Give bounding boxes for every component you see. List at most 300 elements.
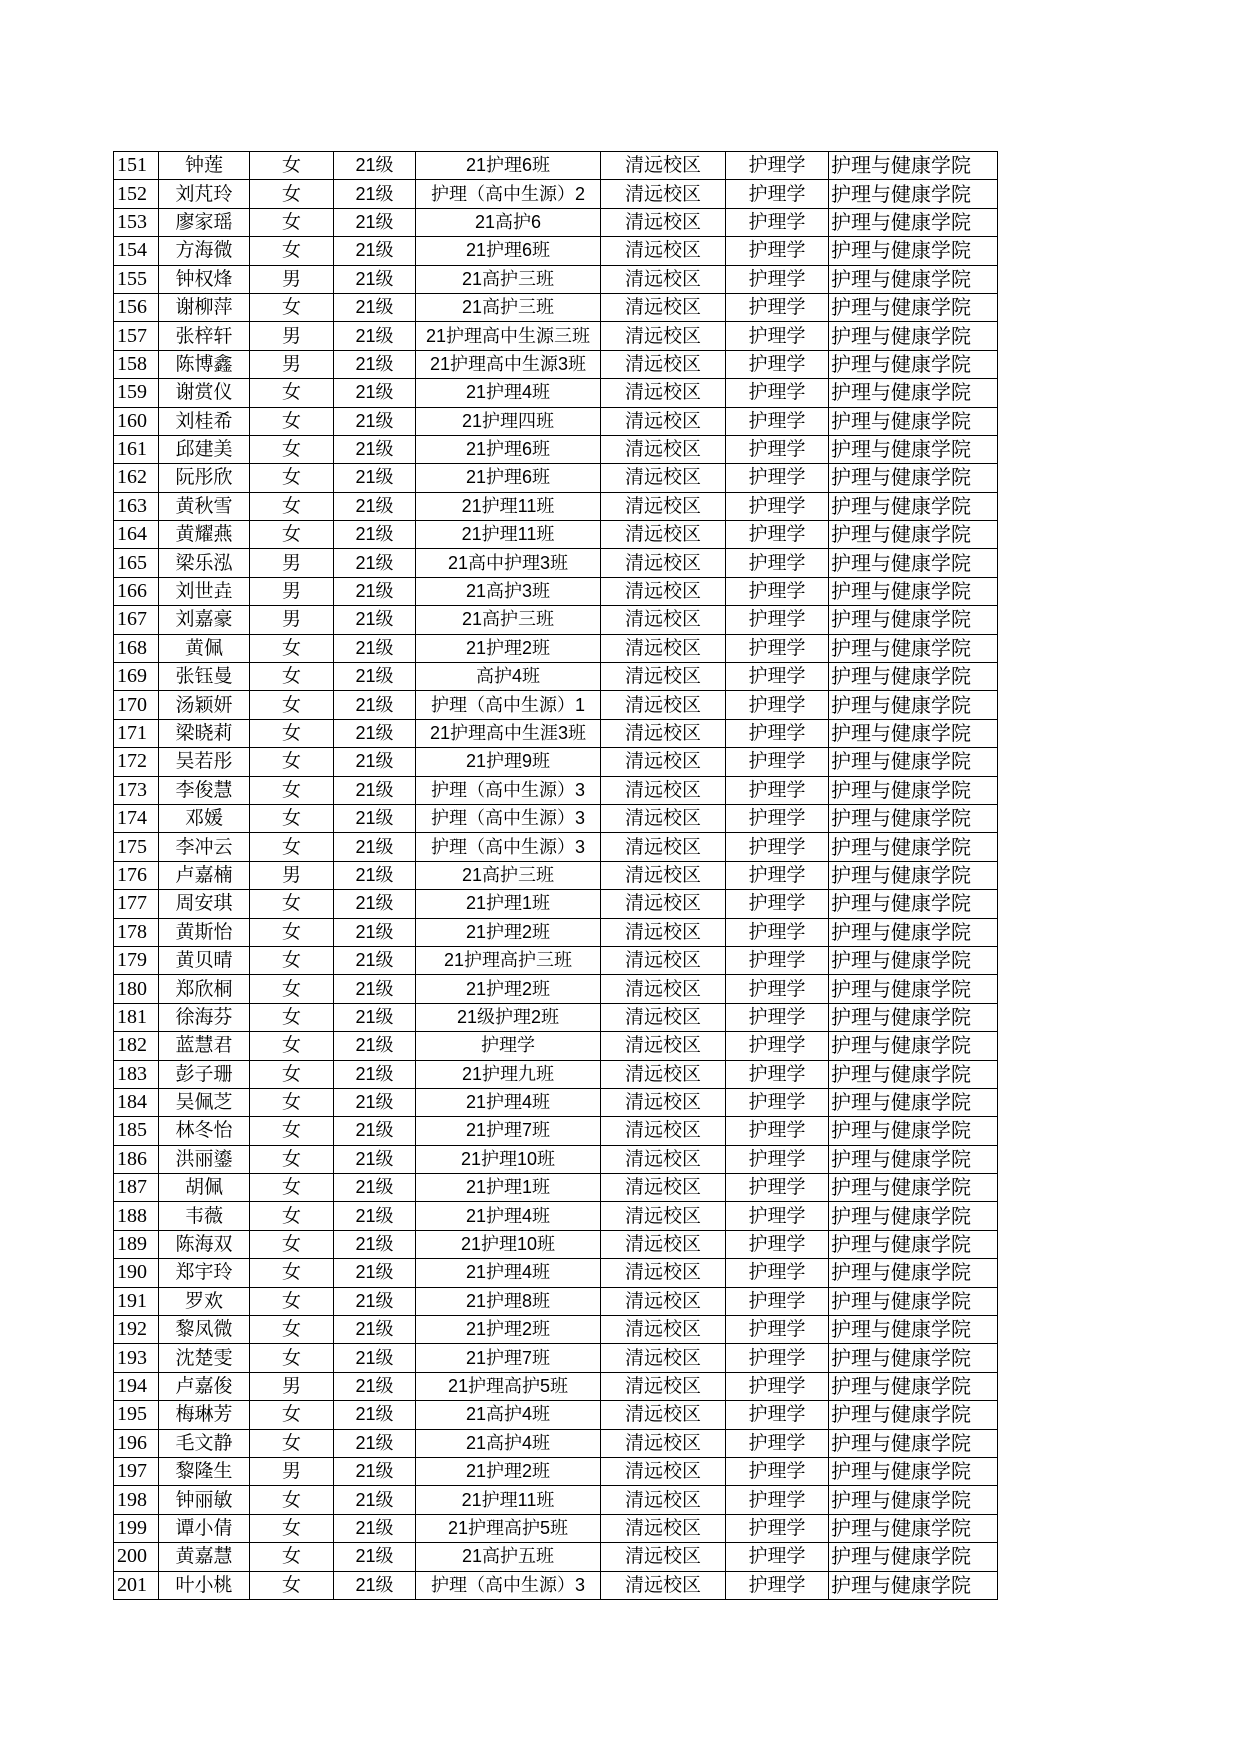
- row-number: 163: [114, 492, 159, 520]
- class-cell: 21护理4班: [416, 1259, 601, 1287]
- row-number: 162: [114, 464, 159, 492]
- row-number: 151: [114, 152, 159, 180]
- grade-cell: 21级: [334, 1486, 416, 1514]
- college-cell: 护理与健康学院: [829, 1457, 998, 1485]
- table-row: [114, 719, 998, 747]
- student-name: 刘世垚: [159, 577, 250, 605]
- grade-cell: 21级: [334, 1202, 416, 1230]
- table-row: [114, 577, 998, 605]
- class-cell: 21高护6: [416, 208, 601, 236]
- student-name: 钟丽敏: [159, 1486, 250, 1514]
- table-row: [114, 379, 998, 407]
- college-cell: 护理与健康学院: [829, 1145, 998, 1173]
- grade-cell: 21级: [334, 1543, 416, 1571]
- gender-cell: 女: [250, 918, 334, 946]
- table-row: [114, 1117, 998, 1145]
- class-cell: 21高护4班: [416, 1429, 601, 1457]
- table-row: [114, 918, 998, 946]
- campus-cell: 清远校区: [601, 918, 726, 946]
- gender-cell: 男: [250, 549, 334, 577]
- major-cell: 护理学: [726, 1060, 829, 1088]
- table-row: [114, 1429, 998, 1457]
- class-cell: 护理（高中生源）2: [416, 180, 601, 208]
- class-cell: 21护理高中生涯3班: [416, 719, 601, 747]
- student-name: 钟权烽: [159, 265, 250, 293]
- campus-cell: 清远校区: [601, 293, 726, 321]
- grade-cell: 21级: [334, 1060, 416, 1088]
- grade-cell: 21级: [334, 918, 416, 946]
- gender-cell: 男: [250, 1457, 334, 1485]
- student-name: 梁晓莉: [159, 719, 250, 747]
- table-row: [114, 1088, 998, 1116]
- table-row: [114, 293, 998, 321]
- row-number: 188: [114, 1202, 159, 1230]
- major-cell: 护理学: [726, 1514, 829, 1542]
- row-number: 156: [114, 293, 159, 321]
- class-cell: 21护理11班: [416, 1486, 601, 1514]
- gender-cell: 男: [250, 1372, 334, 1400]
- student-name: 卢嘉俊: [159, 1372, 250, 1400]
- campus-cell: 清远校区: [601, 549, 726, 577]
- major-cell: 护理学: [726, 634, 829, 662]
- row-number: 165: [114, 549, 159, 577]
- gender-cell: 女: [250, 180, 334, 208]
- row-number: 196: [114, 1429, 159, 1457]
- college-cell: 护理与健康学院: [829, 663, 998, 691]
- campus-cell: 清远校区: [601, 521, 726, 549]
- grade-cell: 21级: [334, 350, 416, 378]
- student-name: 钟莲: [159, 152, 250, 180]
- class-cell: 护理（高中生源）3: [416, 804, 601, 832]
- gender-cell: 女: [250, 521, 334, 549]
- gender-cell: 女: [250, 492, 334, 520]
- table-row: [114, 492, 998, 520]
- roster-table: [113, 151, 998, 1600]
- gender-cell: 女: [250, 1259, 334, 1287]
- row-number: 190: [114, 1259, 159, 1287]
- major-cell: 护理学: [726, 890, 829, 918]
- class-cell: 高护4班: [416, 663, 601, 691]
- major-cell: 护理学: [726, 1174, 829, 1202]
- grade-cell: 21级: [334, 975, 416, 1003]
- college-cell: 护理与健康学院: [829, 634, 998, 662]
- college-cell: 护理与健康学院: [829, 379, 998, 407]
- campus-cell: 清远校区: [601, 634, 726, 662]
- class-cell: 21级护理2班: [416, 1003, 601, 1031]
- major-cell: 护理学: [726, 804, 829, 832]
- student-name: 黎凤微: [159, 1316, 250, 1344]
- student-name: 阮彤欣: [159, 464, 250, 492]
- gender-cell: 女: [250, 719, 334, 747]
- class-cell: 21护理高护5班: [416, 1514, 601, 1542]
- major-cell: 护理学: [726, 606, 829, 634]
- major-cell: 护理学: [726, 1003, 829, 1031]
- student-name: 黄嘉慧: [159, 1543, 250, 1571]
- student-name: 陈海双: [159, 1230, 250, 1258]
- major-cell: 护理学: [726, 1344, 829, 1372]
- student-name: 廖家瑶: [159, 208, 250, 236]
- gender-cell: 女: [250, 1032, 334, 1060]
- table-row: [114, 521, 998, 549]
- major-cell: 护理学: [726, 946, 829, 974]
- student-name: 谭小倩: [159, 1514, 250, 1542]
- class-cell: 21高中护理3班: [416, 549, 601, 577]
- campus-cell: 清远校区: [601, 379, 726, 407]
- grade-cell: 21级: [334, 293, 416, 321]
- grade-cell: 21级: [334, 663, 416, 691]
- college-cell: 护理与健康学院: [829, 606, 998, 634]
- college-cell: 护理与健康学院: [829, 350, 998, 378]
- table-row: [114, 1230, 998, 1258]
- campus-cell: 清远校区: [601, 464, 726, 492]
- campus-cell: 清远校区: [601, 748, 726, 776]
- major-cell: 护理学: [726, 1287, 829, 1315]
- campus-cell: 清远校区: [601, 861, 726, 889]
- grade-cell: 21级: [334, 946, 416, 974]
- table-row: [114, 833, 998, 861]
- student-name: 刘嘉豪: [159, 606, 250, 634]
- major-cell: 护理学: [726, 464, 829, 492]
- grade-cell: 21级: [334, 890, 416, 918]
- college-cell: 护理与健康学院: [829, 975, 998, 1003]
- student-name: 邓媛: [159, 804, 250, 832]
- grade-cell: 21级: [334, 719, 416, 747]
- gender-cell: 女: [250, 1117, 334, 1145]
- campus-cell: 清远校区: [601, 180, 726, 208]
- row-number: 169: [114, 663, 159, 691]
- campus-cell: 清远校区: [601, 1372, 726, 1400]
- campus-cell: 清远校区: [601, 1486, 726, 1514]
- major-cell: 护理学: [726, 180, 829, 208]
- college-cell: 护理与健康学院: [829, 208, 998, 236]
- campus-cell: 清远校区: [601, 407, 726, 435]
- class-cell: 21护理2班: [416, 918, 601, 946]
- class-cell: 21高护3班: [416, 577, 601, 605]
- table-row: [114, 322, 998, 350]
- college-cell: 护理与健康学院: [829, 1060, 998, 1088]
- class-cell: 21护理1班: [416, 890, 601, 918]
- class-cell: 21护理四班: [416, 407, 601, 435]
- gender-cell: 女: [250, 1344, 334, 1372]
- table-row: [114, 1344, 998, 1372]
- grade-cell: 21级: [334, 776, 416, 804]
- student-name: 黄耀燕: [159, 521, 250, 549]
- gender-cell: 女: [250, 804, 334, 832]
- table-row: [114, 861, 998, 889]
- gender-cell: 女: [250, 1003, 334, 1031]
- table-row: [114, 776, 998, 804]
- gender-cell: 女: [250, 1401, 334, 1429]
- student-name: 洪丽鎏: [159, 1145, 250, 1173]
- campus-cell: 清远校区: [601, 1088, 726, 1116]
- class-cell: 21护理2班: [416, 975, 601, 1003]
- college-cell: 护理与健康学院: [829, 1003, 998, 1031]
- table-row: [114, 975, 998, 1003]
- college-cell: 护理与健康学院: [829, 1571, 998, 1599]
- college-cell: 护理与健康学院: [829, 435, 998, 463]
- campus-cell: 清远校区: [601, 833, 726, 861]
- campus-cell: 清远校区: [601, 1117, 726, 1145]
- gender-cell: 女: [250, 237, 334, 265]
- gender-cell: 女: [250, 833, 334, 861]
- major-cell: 护理学: [726, 492, 829, 520]
- campus-cell: 清远校区: [601, 577, 726, 605]
- campus-cell: 清远校区: [601, 663, 726, 691]
- table-row: [114, 1060, 998, 1088]
- campus-cell: 清远校区: [601, 152, 726, 180]
- row-number: 158: [114, 350, 159, 378]
- gender-cell: 女: [250, 152, 334, 180]
- major-cell: 护理学: [726, 1429, 829, 1457]
- student-name: 胡佩: [159, 1174, 250, 1202]
- grade-cell: 21级: [334, 691, 416, 719]
- gender-cell: 女: [250, 1287, 334, 1315]
- student-name: 卢嘉楠: [159, 861, 250, 889]
- grade-cell: 21级: [334, 1230, 416, 1258]
- college-cell: 护理与健康学院: [829, 521, 998, 549]
- grade-cell: 21级: [334, 521, 416, 549]
- student-name: 黎隆生: [159, 1457, 250, 1485]
- campus-cell: 清远校区: [601, 1174, 726, 1202]
- row-number: 181: [114, 1003, 159, 1031]
- table-row: [114, 180, 998, 208]
- major-cell: 护理学: [726, 322, 829, 350]
- grade-cell: 21级: [334, 1287, 416, 1315]
- campus-cell: 清远校区: [601, 1003, 726, 1031]
- gender-cell: 男: [250, 861, 334, 889]
- student-name: 毛文静: [159, 1429, 250, 1457]
- class-cell: 21护理高护三班: [416, 946, 601, 974]
- grade-cell: 21级: [334, 152, 416, 180]
- student-name: 周安琪: [159, 890, 250, 918]
- gender-cell: 女: [250, 1514, 334, 1542]
- student-name: 吴若彤: [159, 748, 250, 776]
- row-number: 187: [114, 1174, 159, 1202]
- table-row: [114, 663, 998, 691]
- row-number: 159: [114, 379, 159, 407]
- college-cell: 护理与健康学院: [829, 322, 998, 350]
- row-number: 176: [114, 861, 159, 889]
- grade-cell: 21级: [334, 379, 416, 407]
- class-cell: 21高护三班: [416, 293, 601, 321]
- campus-cell: 清远校区: [601, 322, 726, 350]
- major-cell: 护理学: [726, 293, 829, 321]
- college-cell: 护理与健康学院: [829, 237, 998, 265]
- class-cell: 21护理11班: [416, 521, 601, 549]
- campus-cell: 清远校区: [601, 1429, 726, 1457]
- gender-cell: 女: [250, 208, 334, 236]
- college-cell: 护理与健康学院: [829, 1514, 998, 1542]
- college-cell: 护理与健康学院: [829, 833, 998, 861]
- grade-cell: 21级: [334, 322, 416, 350]
- student-name: 黄秋雪: [159, 492, 250, 520]
- row-number: 171: [114, 719, 159, 747]
- grade-cell: 21级: [334, 634, 416, 662]
- campus-cell: 清远校区: [601, 1060, 726, 1088]
- table-row: [114, 606, 998, 634]
- college-cell: 护理与健康学院: [829, 180, 998, 208]
- row-number: 172: [114, 748, 159, 776]
- row-number: 184: [114, 1088, 159, 1116]
- college-cell: 护理与健康学院: [829, 1287, 998, 1315]
- campus-cell: 清远校区: [601, 1287, 726, 1315]
- gender-cell: 女: [250, 890, 334, 918]
- gender-cell: 男: [250, 606, 334, 634]
- student-name: 郑宇玲: [159, 1259, 250, 1287]
- campus-cell: 清远校区: [601, 946, 726, 974]
- college-cell: 护理与健康学院: [829, 719, 998, 747]
- row-number: 180: [114, 975, 159, 1003]
- class-cell: 护理学: [416, 1032, 601, 1060]
- table-row: [114, 350, 998, 378]
- college-cell: 护理与健康学院: [829, 1429, 998, 1457]
- class-cell: 护理（高中生源）3: [416, 776, 601, 804]
- class-cell: 21护理6班: [416, 152, 601, 180]
- class-cell: 21护理九班: [416, 1060, 601, 1088]
- student-name: 吴佩芝: [159, 1088, 250, 1116]
- college-cell: 护理与健康学院: [829, 918, 998, 946]
- student-name: 沈楚雯: [159, 1344, 250, 1372]
- major-cell: 护理学: [726, 350, 829, 378]
- gender-cell: 女: [250, 1145, 334, 1173]
- grade-cell: 21级: [334, 1259, 416, 1287]
- row-number: 166: [114, 577, 159, 605]
- major-cell: 护理学: [726, 1088, 829, 1116]
- student-name: 谢赏仪: [159, 379, 250, 407]
- gender-cell: 女: [250, 1429, 334, 1457]
- student-name: 黄佩: [159, 634, 250, 662]
- student-name: 梅琳芳: [159, 1401, 250, 1429]
- student-name: 张梓轩: [159, 322, 250, 350]
- class-cell: 护理（高中生源）3: [416, 1571, 601, 1599]
- row-number: 186: [114, 1145, 159, 1173]
- row-number: 200: [114, 1543, 159, 1571]
- student-name: 黄斯怡: [159, 918, 250, 946]
- major-cell: 护理学: [726, 663, 829, 691]
- grade-cell: 21级: [334, 1514, 416, 1542]
- class-cell: 21护理7班: [416, 1117, 601, 1145]
- grade-cell: 21级: [334, 407, 416, 435]
- class-cell: 护理（高中生源）1: [416, 691, 601, 719]
- gender-cell: 女: [250, 748, 334, 776]
- row-number: 173: [114, 776, 159, 804]
- table-row: [114, 265, 998, 293]
- major-cell: 护理学: [726, 521, 829, 549]
- grade-cell: 21级: [334, 577, 416, 605]
- class-cell: 护理（高中生源）3: [416, 833, 601, 861]
- gender-cell: 女: [250, 1316, 334, 1344]
- grade-cell: 21级: [334, 180, 416, 208]
- major-cell: 护理学: [726, 208, 829, 236]
- gender-cell: 女: [250, 1088, 334, 1116]
- campus-cell: 清远校区: [601, 804, 726, 832]
- student-name: 郑欣桐: [159, 975, 250, 1003]
- class-cell: 21护理7班: [416, 1344, 601, 1372]
- grade-cell: 21级: [334, 748, 416, 776]
- college-cell: 护理与健康学院: [829, 265, 998, 293]
- campus-cell: 清远校区: [601, 1514, 726, 1542]
- row-number: 168: [114, 634, 159, 662]
- grade-cell: 21级: [334, 265, 416, 293]
- table-row: [114, 1259, 998, 1287]
- row-number: 179: [114, 946, 159, 974]
- college-cell: 护理与健康学院: [829, 1088, 998, 1116]
- class-cell: 21护理2班: [416, 634, 601, 662]
- college-cell: 护理与健康学院: [829, 492, 998, 520]
- table-row: [114, 1145, 998, 1173]
- college-cell: 护理与健康学院: [829, 691, 998, 719]
- college-cell: 护理与健康学院: [829, 1344, 998, 1372]
- grade-cell: 21级: [334, 1372, 416, 1400]
- major-cell: 护理学: [726, 1202, 829, 1230]
- gender-cell: 女: [250, 1202, 334, 1230]
- row-number: 177: [114, 890, 159, 918]
- table-row: [114, 208, 998, 236]
- table-row: [114, 1174, 998, 1202]
- major-cell: 护理学: [726, 1543, 829, 1571]
- campus-cell: 清远校区: [601, 719, 726, 747]
- grade-cell: 21级: [334, 804, 416, 832]
- campus-cell: 清远校区: [601, 1401, 726, 1429]
- college-cell: 护理与健康学院: [829, 890, 998, 918]
- class-cell: 21护理11班: [416, 492, 601, 520]
- student-name: 陈博鑫: [159, 350, 250, 378]
- college-cell: 护理与健康学院: [829, 1202, 998, 1230]
- class-cell: 21高护三班: [416, 861, 601, 889]
- gender-cell: 男: [250, 350, 334, 378]
- class-cell: 21护理4班: [416, 1088, 601, 1116]
- grade-cell: 21级: [334, 1032, 416, 1060]
- table-row: [114, 1316, 998, 1344]
- grade-cell: 21级: [334, 606, 416, 634]
- table-row: [114, 1543, 998, 1571]
- student-name: 林冬怡: [159, 1117, 250, 1145]
- student-name: 彭子珊: [159, 1060, 250, 1088]
- grade-cell: 21级: [334, 1429, 416, 1457]
- table-row: [114, 1287, 998, 1315]
- class-cell: 21护理10班: [416, 1230, 601, 1258]
- student-name: 梁乐泓: [159, 549, 250, 577]
- grade-cell: 21级: [334, 1003, 416, 1031]
- major-cell: 护理学: [726, 1145, 829, 1173]
- row-number: 192: [114, 1316, 159, 1344]
- table-row: [114, 748, 998, 776]
- table-row: [114, 1514, 998, 1542]
- grade-cell: 21级: [334, 833, 416, 861]
- class-cell: 21护理9班: [416, 748, 601, 776]
- college-cell: 护理与健康学院: [829, 577, 998, 605]
- gender-cell: 女: [250, 1174, 334, 1202]
- major-cell: 护理学: [726, 1259, 829, 1287]
- major-cell: 护理学: [726, 435, 829, 463]
- gender-cell: 女: [250, 946, 334, 974]
- major-cell: 护理学: [726, 1316, 829, 1344]
- gender-cell: 女: [250, 1486, 334, 1514]
- gender-cell: 女: [250, 1543, 334, 1571]
- grade-cell: 21级: [334, 1316, 416, 1344]
- major-cell: 护理学: [726, 1457, 829, 1485]
- college-cell: 护理与健康学院: [829, 1259, 998, 1287]
- grade-cell: 21级: [334, 549, 416, 577]
- class-cell: 21护理1班: [416, 1174, 601, 1202]
- gender-cell: 女: [250, 776, 334, 804]
- student-name: 李冲云: [159, 833, 250, 861]
- college-cell: 护理与健康学院: [829, 861, 998, 889]
- student-name: 刘桂希: [159, 407, 250, 435]
- class-cell: 21高护三班: [416, 265, 601, 293]
- class-cell: 21高护五班: [416, 1543, 601, 1571]
- grade-cell: 21级: [334, 237, 416, 265]
